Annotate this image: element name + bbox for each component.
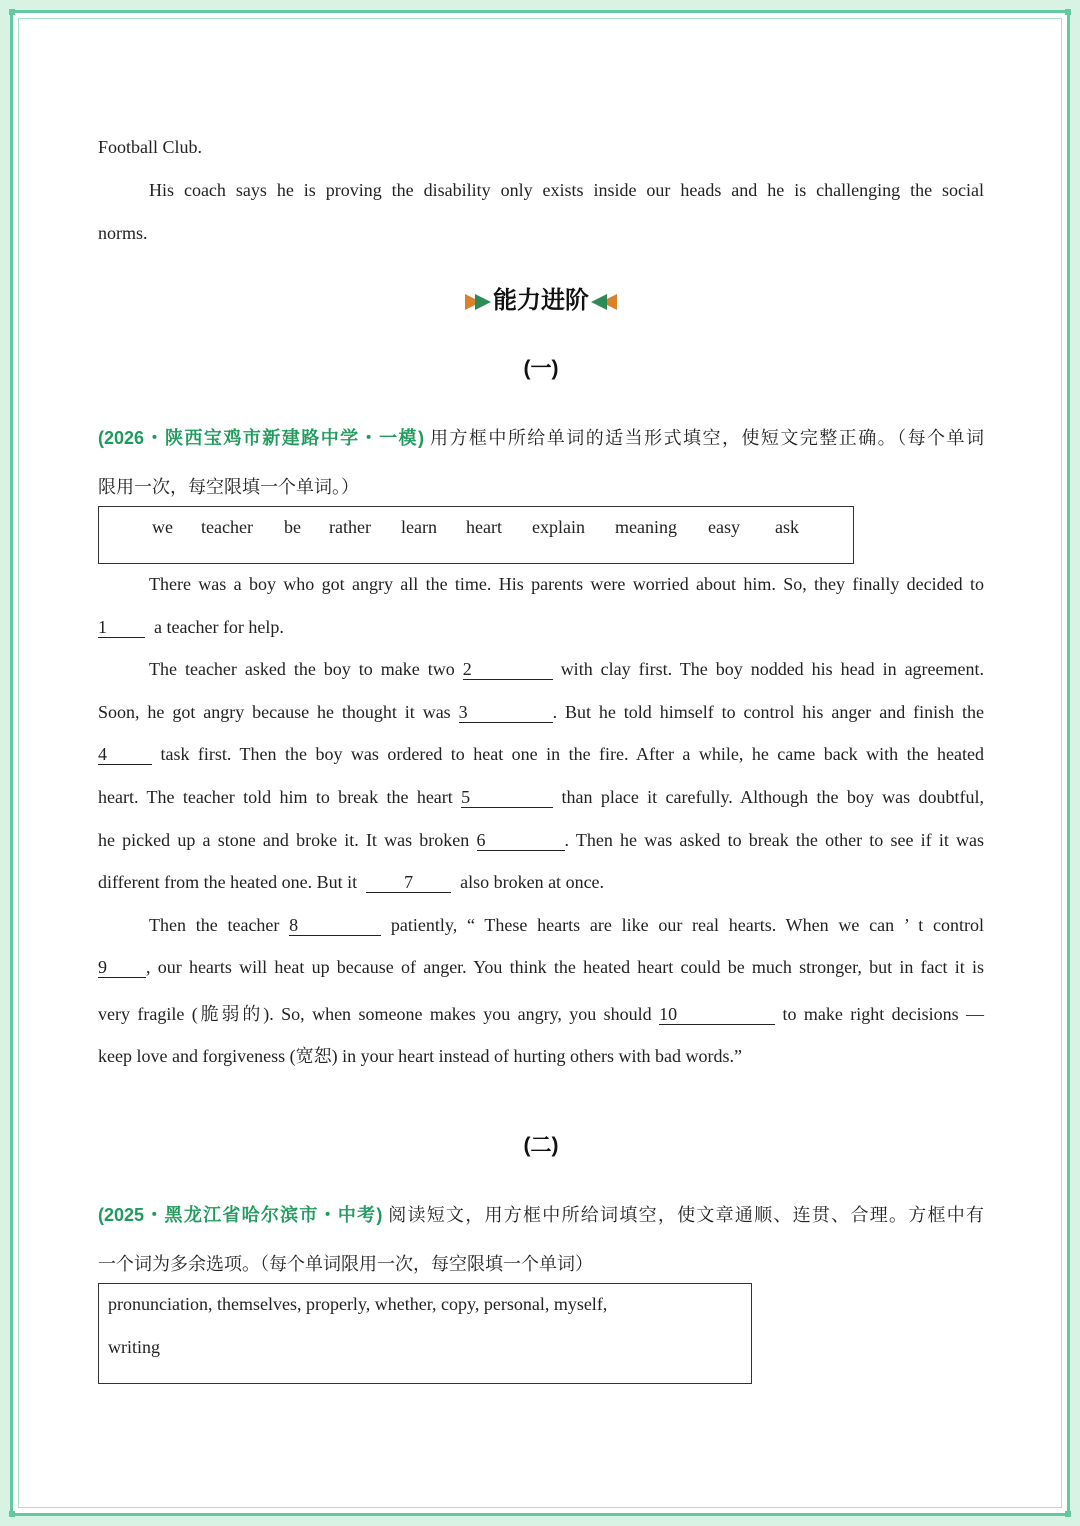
section-title-text: 能力进阶 [493,287,589,314]
word-option: heart [466,517,502,537]
word-option: rather [329,517,371,537]
passage-line [98,872,604,893]
intro-line: norms. [98,223,148,243]
part1-instruction [98,424,984,450]
passage-text: . Then he was asked to break the other to see if it was [564,830,985,850]
passage-line [149,915,984,936]
word-option: we [152,517,173,537]
passage-text: different from the heated one. But it [98,872,358,892]
corner-ornament [9,9,15,15]
passage-line [98,744,984,765]
word-box [98,1283,752,1384]
word-options-line: writing [108,1337,160,1357]
corner-ornament [1065,1511,1071,1517]
corner-ornament [1065,9,1071,15]
passage-text: Then the teacher [149,915,280,935]
word-option: ask [775,517,799,537]
passage-text: very fragile (脆弱的). So, when someone makes you angry, you should [98,1004,652,1024]
passage-text: Soon, he got angry because he thought it was [98,702,451,722]
passage-line [149,659,984,680]
passage-line [98,957,984,978]
passage-text: The teacher asked the boy to make two [149,659,455,679]
word-options-line: pronunciation, themselves, properly, whether, copy, personal, myself, [108,1294,608,1314]
blank-4[interactable]: 4 [98,744,152,765]
word-option: learn [401,517,437,537]
blank-5[interactable]: 5 [461,787,553,808]
passage-text: than place it carefully. Although the boy was doubtful, [561,787,985,807]
part2-source: (2025・黑龙江省哈尔滨市・中考) [98,1205,383,1225]
passage-text: he picked up a stone and broke it. It was broken [98,830,470,850]
passage-line [98,830,984,851]
passage-line [98,787,984,808]
word-box [98,506,854,564]
section-title [98,280,984,315]
passage-text: “ These hearts are like our real hearts. When we can ’ t control [467,915,985,935]
blank-9[interactable]: 9 [98,957,146,978]
passage-text: task first. Then the boy was ordered to heat one in the fire. After a while, he came back with the heated [160,744,985,764]
word-option: easy [708,517,740,537]
blank-3[interactable]: 3 [459,702,553,723]
passage-text: with clay first. The boy nodded his head in agreement. [560,659,985,679]
word-option: teacher [201,517,253,537]
passage-text: heart. The teacher told him to break the heart [98,787,453,807]
blank-6[interactable]: 6 [477,830,565,851]
blank-1[interactable]: 1 [98,617,145,638]
blank-8[interactable]: 8 [289,915,381,936]
part1-instruction-text: 用方框中所给单词的适当形式填空，使短文完整正确。（每个单词 [429,428,985,448]
part2-instruction-text: 阅读短文，用方框中所给词填空，使文章通顺、连贯、合理。方框中有 [388,1205,985,1225]
passage-text: to make right decisions — [782,1004,984,1024]
passage-line [98,617,284,638]
blank-2[interactable]: 2 [463,659,553,680]
left-arrow-icon [589,293,617,311]
part1-subtitle: (一) [523,357,559,380]
part1-instruction-cont: 限用一次，每空限填一个单词。） [98,477,359,497]
passage-text: , our hearts will heat up because of anger. You think the heated heart could be much stronger, but in fact it is [146,957,984,977]
passage-text: . But he told himself to control his anger and finish the [552,702,984,722]
word-option: explain [532,517,585,537]
passage-line: keep love and forgiveness (宽恕) in your heart instead of hurting others with bad words.” [98,1046,743,1066]
part2-subtitle: (二) [523,1134,559,1157]
passage-line [98,702,984,723]
passage-line: There was a boy who got angry all the time. His parents were worried about him. So, they finally decided to [149,574,984,594]
part2-instruction [98,1201,984,1227]
passage-text: also broken at once. [460,872,605,892]
intro-line: Football Club. [98,137,203,157]
part1-source: (2026・陕西宝鸡市新建路中学・一模) [98,428,425,448]
intro-line: His coach says he is proving the disability only exists inside our heads and he is challenging the social [149,180,984,200]
passage-text: a teacher for help. [154,617,284,637]
word-option: meaning [615,517,677,537]
right-arrow-icon [465,293,493,311]
blank-7[interactable]: 7 [366,872,451,893]
corner-ornament [9,1511,15,1517]
passage-line [98,1000,984,1026]
blank-10[interactable]: 10 [659,1004,775,1025]
word-option: be [284,517,301,537]
part2-instruction-cont: 一个词为多余选项。（每个单词限用一次，每空限填一个单词） [98,1254,593,1274]
passage-text: patiently, [390,915,458,935]
